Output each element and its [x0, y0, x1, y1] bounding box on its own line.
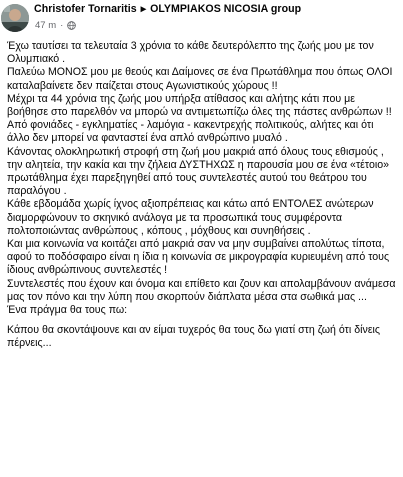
post-paragraph: Κάνοντας ολοκληρωτική στροφή στη ζωή μου μακριά από όλους τους εθισμούς , την αλητεία, την κακία και την ζήλεια ΔΥΣΤΗΧΩΣ η παρουσία μου σε ένα «τέτοιο» πρωτάθλημα έχει παρεξηγηθεί από τους συντελεστές αυτού του θεάτρου του παραλόγου . [7, 145, 390, 198]
group-name-link[interactable]: OLYMPIAKOS NICOSIA group [150, 3, 302, 15]
timestamp-link[interactable]: 47 m [35, 20, 57, 31]
post-paragraph: Και μια κοινωνία να κοιτάζει από μακριά σαν να μην συμβαίνει απολύτως τίποτα, αφού το ποδόσφαιρο είναι η ίδια η κοινωνία σε μικρογραφία κυριευμένη από τους ίδιους ανθρώπινους συντελεστές ! [7, 238, 390, 277]
post-paragraph: Ένα πράγμα θα τους πω: [7, 304, 128, 317]
post-paragraph: Κάθε εβδομάδα χωρίς ίχνος αξιοπρέπειας και κάτω από ΕΝΤΟΛΕΣ ανώτερων διαμορφώνουν το σκηνικό ανάλογα με τα προσωπικά τους συμφέροντα πολτοποιώντας ανθρώπους , κόπους , μόχθους και συνηθήσεις . [7, 198, 374, 237]
post-meta [35, 20, 76, 31]
post-paragraph: Έχω ταυτίσει τα τελευταία 3 χρόνια το κάθε δευτερόλεπτο της ζωής μου με τον Ολυμπιακό . [7, 40, 374, 66]
post-paragraph: Συντελεστές που έχουν και όνομα και επίθετο και ζουν και απολαμβάνουν ανάμεσα μας τον πόνο και την λύπη που σκορπούν διάπλατα μέσα στα σωθικά μας ... [7, 277, 396, 303]
post-paragraph: Παλεύω ΜΟΝΟΣ μου με θεούς και Δαίμονες σε ένα Πρωτάθλημα που όπως ΟΛΟΙ καταλαβαίνετε δεν παίζεται στους Αγωνιστικούς χώρους !! [7, 66, 393, 92]
post-paragraph: Κάπου θα σκοντάψουνε και αν είμαι τυχερός θα τους δω γιατί στη ζωή ότι δίνεις πέρνεις... [7, 324, 381, 350]
avatar[interactable] [1, 4, 29, 32]
globe-icon [67, 21, 76, 30]
post-body [7, 40, 397, 351]
post-paragraph: Μέχρι τα 44 χρόνια της ζωής μου υπήρξα ατίθασος και αλήτης κάτι που με βοήθησε στο παρελθόν να μπορώ να αντιμετωπίζω όλες της πάστες ανθρώπων !! Από φονιάδες - εγκληματίες - λαμόγια - κακεντρεχής πολιτικούς, αλήτες και ότι άλλο δεν μπορεί να φανταστεί ένα απλό ανθρώπινο μυαλό . [7, 92, 392, 145]
post-header [0, 0, 403, 34]
author-name-link[interactable]: Christofer Tornaritis [34, 3, 137, 15]
meta-separator: · [60, 20, 64, 31]
arrow-right-icon: ▸ [140, 3, 147, 15]
paragraph-spacer [7, 317, 397, 324]
avatar-photo-icon [1, 4, 29, 32]
author-line [34, 3, 301, 15]
